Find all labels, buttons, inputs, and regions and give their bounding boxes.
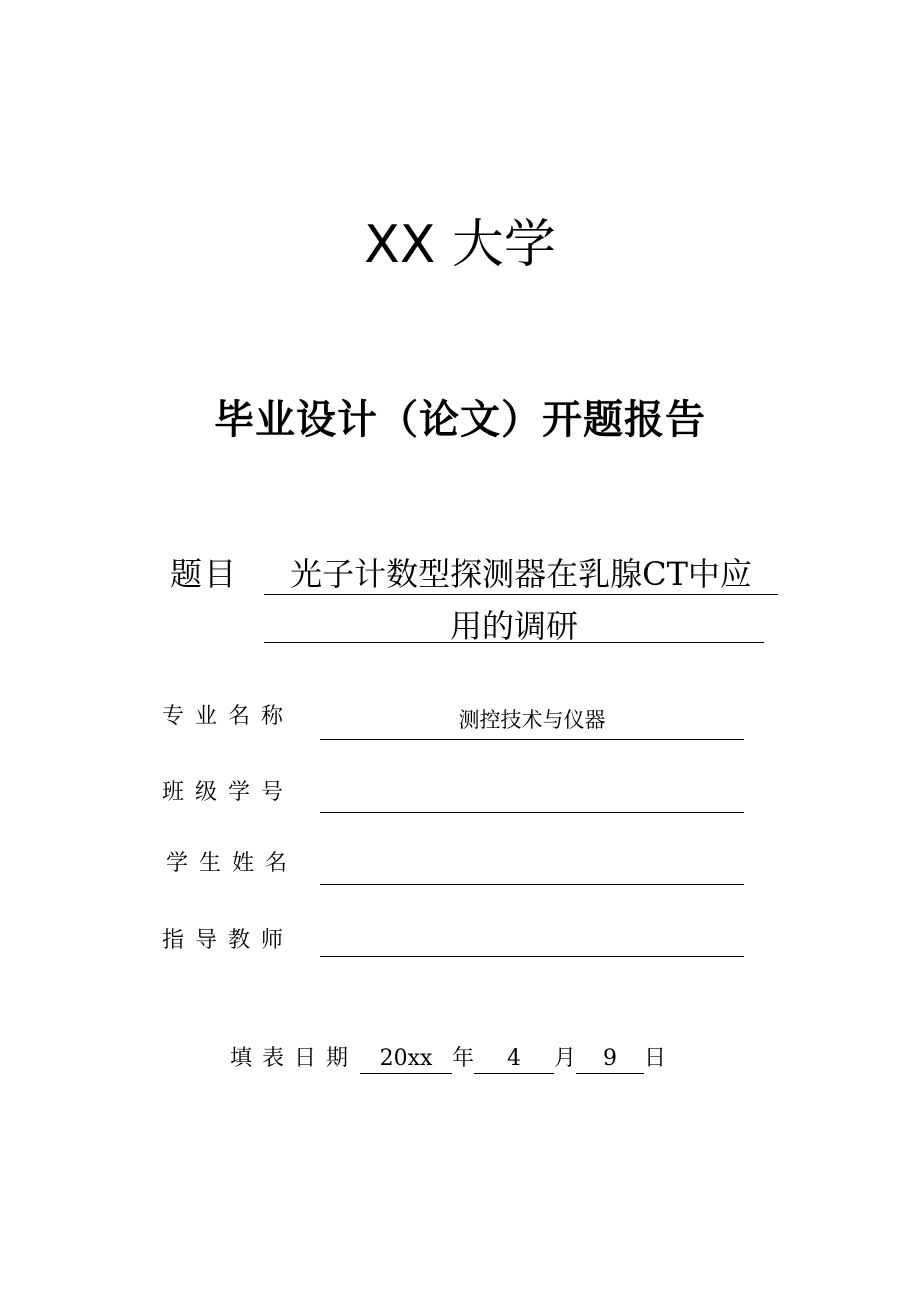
report-title: 毕业设计（论文）开题报告 [214,397,706,443]
month-unit: 月 [554,1046,577,1071]
student-name-label: 学生姓名 [166,851,299,876]
fill-date-row [230,1044,666,1074]
topic-line-1: 光子计数型探测器在乳腺CT中应 [264,552,778,595]
date-year: 20xx [360,1045,452,1074]
major-label: 专业名称 [162,704,295,729]
day-unit: 日 [644,1046,667,1071]
topic-label: 题目 [170,555,239,593]
advisor-label: 指导教师 [162,928,295,953]
major-value: 测控技术与仪器 [320,705,744,740]
class-id-label: 班级学号 [162,780,295,805]
year-unit: 年 [452,1046,475,1071]
date-day: 9 [576,1045,644,1074]
date-month: 4 [474,1045,554,1074]
topic-line-2: 用的调研 [264,604,764,643]
university-name: XX 大学 [364,215,556,275]
advisor-value [320,922,744,957]
fill-date-label: 填表日期 [230,1046,359,1071]
class-id-value [320,778,744,813]
student-name-value [320,850,744,885]
